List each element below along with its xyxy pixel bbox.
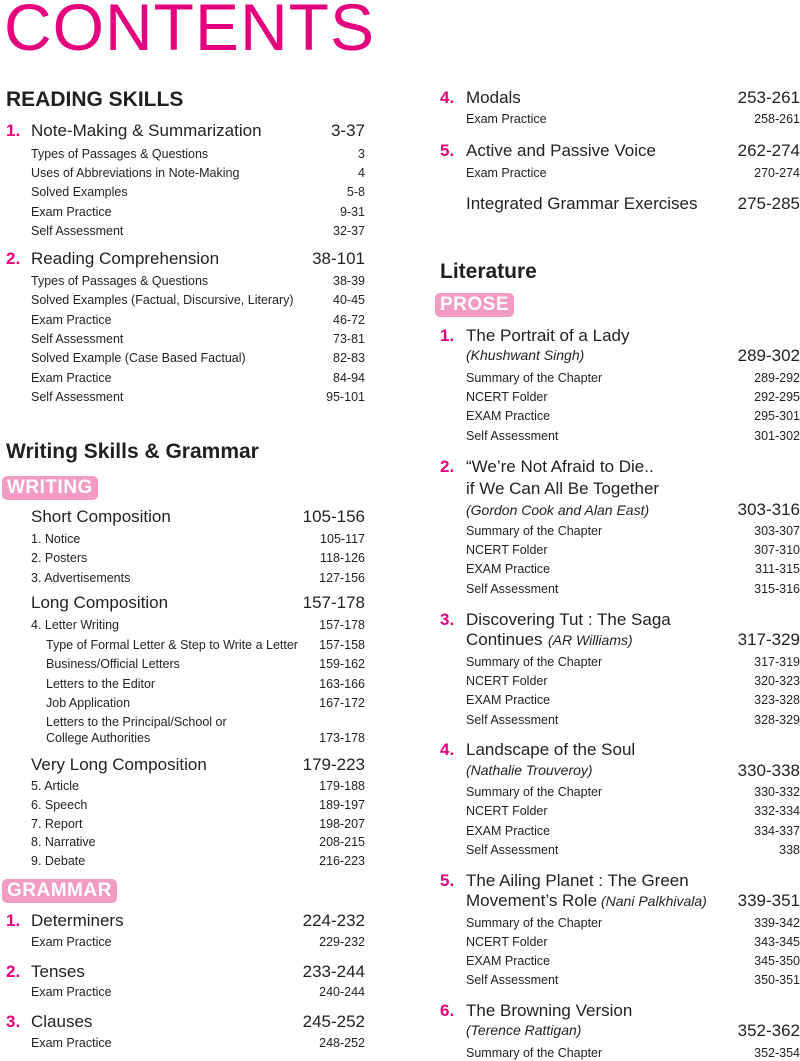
sub-entry-pages: 118-126	[320, 551, 365, 565]
sub-entry-pages: 157-178	[319, 618, 365, 632]
chapter-number: 6.	[440, 1001, 455, 1020]
sub-entry-title: Exam Practice	[466, 166, 547, 180]
sub-entry-pages: 95-101	[326, 390, 365, 404]
sub-entry-pages: 40-45	[333, 293, 365, 307]
sub-entry-pages: 345-350	[754, 954, 800, 968]
chapter-pages: 262-274	[737, 141, 800, 160]
sub-entry-title: 3. Advertisements	[31, 571, 131, 585]
chapter-author: (Gordon Cook and Alan East)	[466, 502, 650, 518]
sub-entry-title: Solved Example (Case Based Factual)	[31, 351, 246, 365]
sub-entry-pages: 198-207	[319, 817, 365, 831]
chapter-number: 2.	[6, 249, 21, 268]
section-title: Long Composition	[31, 593, 169, 612]
sub-entry-pages: 127-156	[319, 571, 365, 585]
sub-entry-title: Exam Practice	[31, 1036, 112, 1050]
sub-entry-pages: 229-232	[319, 935, 365, 949]
chapter-number: 2.	[440, 457, 455, 476]
sub-entry-pages: 352-354	[754, 1046, 800, 1060]
sub-entry-title: 5. Article	[31, 779, 79, 793]
sub-entry-title: Self Assessment	[466, 713, 559, 727]
sub-entry-pages: 240-244	[319, 985, 365, 999]
chapter-title: Continues	[466, 630, 543, 649]
chapter-number: 5.	[440, 871, 455, 890]
section-pages: 157-178	[302, 593, 365, 612]
sub-entry-pages: 38-39	[333, 274, 365, 288]
sub-entry-title: Business/Official Letters	[46, 657, 180, 671]
sub-entry-pages: 332-334	[754, 804, 800, 818]
sub-entry-title: NCERT Folder	[466, 674, 548, 688]
sub-entry-pages: 216-223	[319, 854, 365, 868]
chapter-title: Discovering Tut : The Saga	[466, 610, 671, 629]
sub-entry-pages: 292-295	[754, 390, 800, 404]
chapter-pages: 339-351	[737, 891, 800, 910]
sub-entry-title: Summary of the Chapter	[466, 371, 603, 385]
sub-entry-title: 8. Narrative	[31, 835, 96, 849]
sub-entry-pages: 82-83	[333, 351, 365, 365]
sub-entry-pages: 167-172	[319, 696, 365, 710]
sub-entry-title: NCERT Folder	[466, 804, 548, 818]
sub-entry-pages: 258-261	[754, 112, 800, 126]
sub-entry-title: Self Assessment	[466, 582, 559, 596]
sub-entry-title: EXAM Practice	[466, 409, 551, 423]
chapter-title: Reading Comprehension	[31, 249, 220, 268]
grammar-badge: GRAMMAR	[2, 879, 117, 903]
sub-entry-pages: 301-302	[754, 429, 800, 443]
chapter-pages: 289-302	[737, 346, 800, 365]
chapter-pages: 317-329	[737, 630, 800, 649]
sub-entry-pages: 189-197	[319, 798, 365, 812]
sub-entry-title: Self Assessment	[466, 843, 559, 857]
chapter-author: (AR Williams)	[548, 632, 633, 648]
chapter-number: 3.	[6, 1012, 21, 1031]
chapter-title: Movement’s Role	[466, 891, 598, 910]
chapter-pages: 245-252	[302, 1012, 365, 1031]
section-pages: 105-156	[302, 507, 365, 526]
sub-entry-pages: 338	[779, 843, 800, 857]
sub-entry-title: Types of Passages & Questions	[31, 274, 209, 288]
chapter-pages: 3-37	[330, 121, 365, 140]
sub-entry-title: 4. Letter Writing	[31, 618, 120, 632]
chapter-author: (Khushwant Singh)	[466, 347, 585, 363]
sub-entry-title: Self Assessment	[466, 429, 559, 443]
sub-entry-pages: 311-315	[755, 562, 800, 576]
sub-entry-pages: 9-31	[339, 205, 365, 219]
sub-entry-pages: 5-8	[346, 185, 365, 199]
writing-badge: WRITING	[2, 476, 98, 500]
sub-entry-pages: 330-332	[754, 785, 800, 799]
sub-entry-title: Type of Formal Letter & Step to Write a Letter	[46, 638, 298, 652]
chapter-number: 2.	[6, 962, 21, 981]
sub-entry-title: Exam Practice	[31, 985, 112, 999]
sub-entry-title: 9. Debate	[31, 854, 86, 868]
sub-entry-title: EXAM Practice	[466, 693, 551, 707]
sub-entry-pages: 334-337	[754, 824, 800, 838]
chapter-author: (Nathalie Trouveroy)	[466, 762, 593, 778]
sub-entry-pages: 295-301	[754, 409, 800, 423]
sub-entry-title: NCERT Folder	[466, 390, 548, 404]
sub-entry-pages: 320-323	[754, 674, 800, 688]
chapter-title: Determiners	[31, 911, 124, 930]
section-pages: 179-223	[302, 755, 365, 774]
chapter-number: 1.	[6, 911, 21, 930]
sub-entry-pages: 270-274	[754, 166, 800, 180]
sub-entry-title: EXAM Practice	[466, 562, 551, 576]
sub-entry-pages: 4	[358, 166, 365, 180]
sub-entry-pages: 105-117	[320, 532, 365, 546]
sub-entry-pages: 208-215	[319, 835, 365, 849]
sub-entry-title: 2. Posters	[31, 551, 88, 565]
sub-entry-pages: 3	[358, 147, 365, 161]
sub-entry-pages: 163-166	[319, 677, 365, 691]
sub-entry-pages: 179-188	[319, 779, 365, 793]
sub-entry-title: Self Assessment	[31, 224, 124, 238]
sub-entry-title: Exam Practice	[31, 371, 112, 385]
chapter-pages: 330-338	[737, 761, 800, 780]
sub-entry-title: Uses of Abbreviations in Note-Making	[31, 166, 240, 180]
sub-entry-title: College Authorities	[46, 731, 151, 745]
sub-entry-title: 1. Notice	[31, 532, 81, 546]
sub-entry-pages: 248-252	[319, 1036, 365, 1050]
chapter-number: 4.	[440, 88, 455, 107]
sub-entry-title: Summary of the Chapter	[466, 916, 603, 930]
chapter-title: Landscape of the Soul	[466, 740, 636, 759]
sub-entry-pages: 307-310	[754, 543, 800, 557]
writing-skills-heading: Writing Skills & Grammar	[6, 440, 259, 463]
sub-entry-pages: 32-37	[333, 224, 365, 238]
sub-entry-title: Solved Examples (Factual, Discursive, Literary)	[31, 293, 294, 307]
sub-entry-pages: 46-72	[333, 313, 365, 327]
sub-entry-pages: 84-94	[333, 371, 365, 385]
prose-badge: PROSE	[435, 293, 514, 317]
sub-entry-title: Summary of the Chapter	[466, 524, 603, 538]
sub-entry-title: Exam Practice	[31, 313, 112, 327]
sub-entry-pages: 317-319	[754, 655, 800, 669]
chapter-number: 1.	[440, 326, 455, 345]
chapter-number: 4.	[440, 740, 455, 759]
sub-entry-title: Summary of the Chapter	[466, 655, 603, 669]
chapter-title: Clauses	[31, 1012, 93, 1031]
section-pages: 275-285	[737, 194, 800, 213]
sub-entry-title: Exam Practice	[31, 935, 112, 949]
sub-entry-title: Types of Passages & Questions	[31, 147, 209, 161]
sub-entry-pages: 323-328	[754, 693, 800, 707]
section-title: Integrated Grammar Exercises	[466, 194, 698, 213]
literature-heading: Literature	[440, 260, 537, 283]
chapter-title: The Portrait of a Lady	[466, 326, 630, 345]
chapter-title: if We Can All Be Together	[466, 479, 660, 498]
sub-entry-title: Letters to the Principal/School or	[46, 715, 227, 729]
chapter-number: 5.	[440, 141, 455, 160]
chapter-author: (Nani Palkhivala)	[601, 893, 707, 909]
sub-entry-title: Letters to the Editor	[46, 677, 156, 691]
sub-entry-title: Exam Practice	[466, 112, 547, 126]
section-title: Very Long Composition	[31, 755, 207, 774]
sub-entry-pages: 159-162	[319, 657, 365, 671]
sub-entry-title: 6. Speech	[31, 798, 88, 812]
chapter-title: The Ailing Planet : The Green	[466, 871, 689, 890]
sub-entry-title: NCERT Folder	[466, 935, 548, 949]
sub-entry-title: Summary of the Chapter	[466, 1046, 603, 1060]
chapter-title: “We’re Not Afraid to Die..	[466, 457, 654, 476]
chapter-pages: 233-244	[302, 962, 365, 981]
sub-entry-pages: 328-329	[754, 713, 800, 727]
sub-entry-title: EXAM Practice	[466, 824, 551, 838]
sub-entry-pages: 350-351	[754, 973, 800, 987]
sub-entry-pages: 173-178	[319, 731, 365, 745]
page-title: CONTENTS	[4, 0, 375, 64]
sub-entry-title: Exam Practice	[31, 205, 112, 219]
sub-entry-title: EXAM Practice	[466, 954, 551, 968]
chapter-title: Modals	[466, 88, 521, 107]
sub-entry-title: Self Assessment	[31, 332, 124, 346]
chapter-title: Active and Passive Voice	[466, 141, 656, 160]
chapter-title: The Browning Version	[466, 1001, 633, 1020]
sub-entry-title: Job Application	[46, 696, 131, 710]
chapter-pages: 253-261	[737, 88, 800, 107]
sub-entry-title: NCERT Folder	[466, 543, 548, 557]
sub-entry-pages: 303-307	[754, 524, 800, 538]
chapter-pages: 352-362	[737, 1021, 800, 1040]
sub-entry-pages: 157-158	[319, 638, 365, 652]
chapter-author: (Terence Rattigan)	[466, 1022, 582, 1038]
chapter-title: Note-Making & Summarization	[31, 121, 262, 140]
sub-entry-title: Summary of the Chapter	[466, 785, 603, 799]
sub-entry-title: Solved Examples	[31, 185, 128, 199]
chapter-pages: 224-232	[302, 911, 365, 930]
sub-entry-title: 7. Report	[31, 817, 83, 831]
chapter-pages: 38-101	[312, 249, 365, 268]
reading-skills-heading: READING SKILLS	[6, 88, 184, 111]
chapter-pages: 303-316	[737, 500, 800, 519]
section-title: Short Composition	[31, 507, 171, 526]
chapter-number: 3.	[440, 610, 455, 629]
sub-entry-title: Self Assessment	[466, 973, 559, 987]
chapter-title: Tenses	[31, 962, 85, 981]
sub-entry-pages: 289-292	[754, 371, 800, 385]
sub-entry-pages: 339-342	[754, 916, 800, 930]
sub-entry-pages: 315-316	[754, 582, 800, 596]
sub-entry-title: Self Assessment	[31, 390, 124, 404]
sub-entry-pages: 343-345	[754, 935, 800, 949]
sub-entry-pages: 73-81	[333, 332, 365, 346]
chapter-number: 1.	[6, 121, 21, 140]
